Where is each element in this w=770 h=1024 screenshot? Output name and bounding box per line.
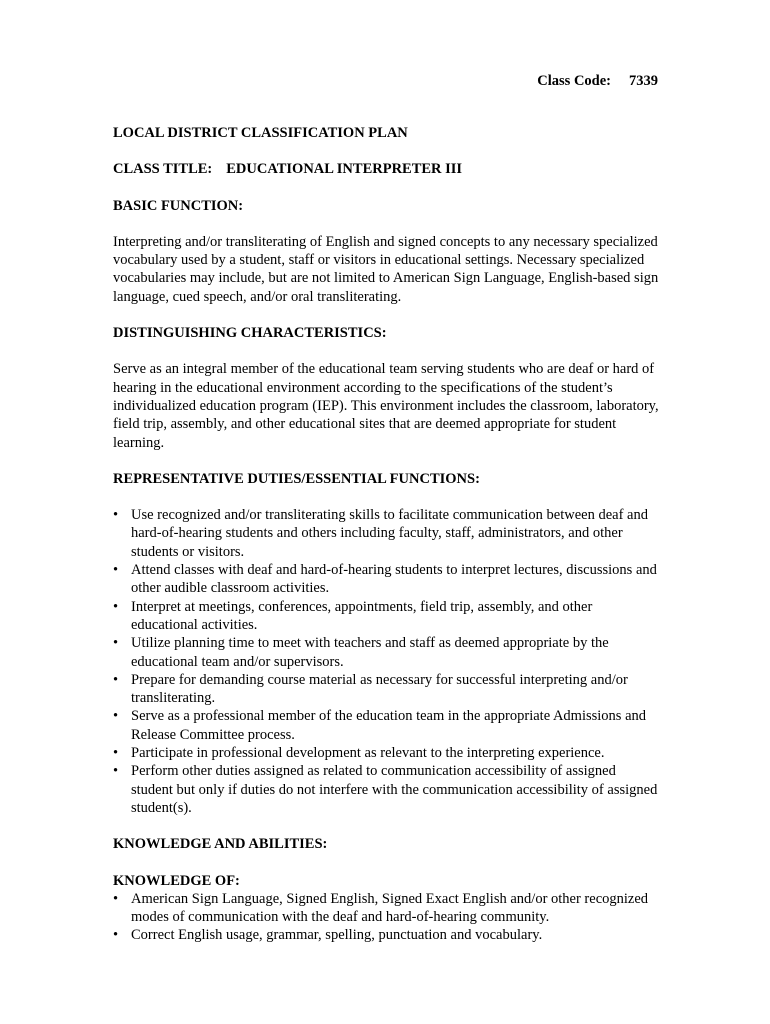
list-item [113, 926, 661, 944]
duties-heading: REPRESENTATIVE DUTIES/ESSENTIAL FUNCTIONS: [113, 470, 480, 487]
class-title-label: CLASS TITLE: [113, 161, 213, 178]
list-item-text: Perform other duties assigned as related to communication accessibility of assigned student but only if duties do not interfere with the communication accessibility of assigned student(s). [131, 763, 658, 816]
bullet-icon: • [113, 890, 119, 907]
list-item-text: American Sign Language, Signed English, Signed Exact English and/or other recognized modes of communication with the deaf and hard-of-hearing community. [131, 890, 649, 926]
bullet-icon: • [113, 745, 119, 762]
knowledge-list [113, 890, 661, 945]
list-item [113, 634, 661, 671]
list-item [113, 561, 661, 598]
list-item [113, 671, 661, 708]
list-item-text: Prepare for demanding course material as necessary for successful interpreting and/or transliterating. [131, 671, 628, 707]
list-item [113, 506, 661, 561]
knowledge-abilities-heading: KNOWLEDGE AND ABILITIES: [113, 836, 328, 853]
list-item-text: Serve as a professional member of the education team in the appropriate Admissions and Release Committee process. [131, 708, 647, 743]
distinguishing-text: Serve as an integral member of the educational team serving students who are deaf or hard of hearing in the educational environment according to the specifications of the student’s individualized education program (IEP). This environment includes the classroom, laboratory, field trip, assembly, and other educational sites that are deemed appropriate for student learning. [113, 361, 659, 451]
class-title [113, 160, 661, 178]
bullet-icon: • [113, 671, 119, 688]
list-item [113, 890, 661, 927]
bullet-icon: • [113, 598, 119, 615]
bullet-icon: • [113, 635, 119, 652]
list-item-text: Utilize planning time to meet with teachers and staff as deemed appropriate by the educational team and/or supervisors. [131, 635, 609, 670]
plan-title: LOCAL DISTRICT CLASSIFICATION PLAN [113, 125, 408, 141]
list-item [113, 707, 661, 744]
list-item [113, 598, 661, 635]
list-item-text: Use recognized and/or transliterating skills to facilitate communication between deaf and hard-of-hearing students and others including faculty, staff, administrators, and other students or visitors. [131, 507, 648, 560]
knowledge-of-heading: KNOWLEDGE OF: [113, 872, 240, 889]
basic-function-text: Interpreting and/or transliterating of English and signed concepts to any necessary specialized vocabulary used by a student, staff or visitors in educational settings. Necessary specialized vocabularies may include, but are not limited to American Sign Language, English-based sign language, cued speech, and/or oral transliterating. [113, 233, 659, 305]
list-item-text: Correct English usage, grammar, spelling, punctuation and vocabulary. [131, 927, 543, 944]
bullet-icon: • [113, 763, 119, 780]
class-title-value: EDUCATIONAL INTERPRETER III [226, 161, 463, 178]
distinguishing-heading: DISTINGUISHING CHARACTERISTICS: [113, 325, 387, 342]
basic-function-heading: BASIC FUNCTION: [113, 197, 244, 214]
class-code-value: 7339 [629, 73, 658, 89]
class-code-label: Class Code: [537, 73, 611, 89]
bullet-icon: • [113, 927, 119, 944]
class-code [480, 72, 658, 90]
list-item-text: Attend classes with deaf and hard-of-hearing students to interpret lectures, discussions and other audible classroom activities. [131, 562, 657, 597]
list-item [113, 744, 661, 762]
document-body [113, 124, 661, 963]
bullet-icon: • [113, 507, 119, 524]
bullet-icon: • [113, 708, 119, 725]
list-item-text: Participate in professional development as relevant to the interpreting experience. [131, 745, 605, 762]
list-item [113, 762, 661, 817]
duties-list [113, 506, 661, 817]
list-item-text: Interpret at meetings, conferences, appointments, field trip, assembly, and other educational activities. [131, 598, 593, 633]
bullet-icon: • [113, 562, 119, 579]
